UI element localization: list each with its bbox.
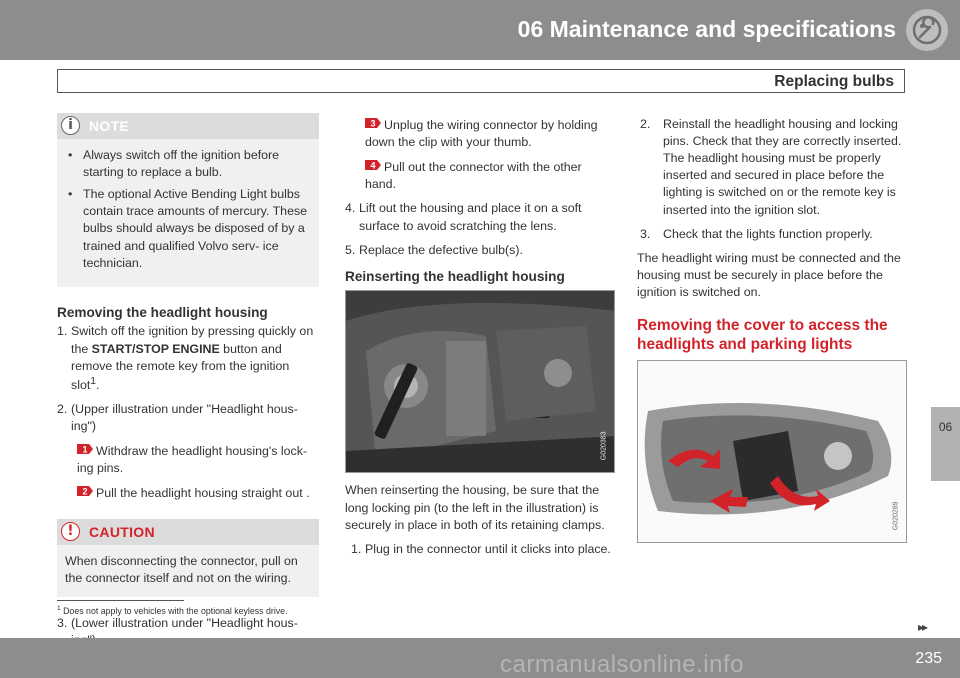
badge-number: 4 bbox=[370, 160, 376, 171]
step-text: Lift out the housing and place it on a soft surface to avoid scratching the lens. bbox=[359, 201, 582, 233]
step-text: button and remove the remote key from the ignition slot bbox=[71, 341, 290, 392]
badge-1-icon bbox=[77, 442, 93, 456]
wrench-icon bbox=[906, 9, 948, 51]
step-number: 2. bbox=[640, 117, 651, 131]
badge-2-icon bbox=[77, 484, 93, 498]
step-text: Replace the defective bulb(s). bbox=[359, 242, 523, 257]
note-bullet: • The optional Active Bending Light bulbs contain trace amounts of mercury. These bulbs should always be disposed of by a trained and qualified Volvo serv- ice technician. bbox=[65, 186, 311, 272]
step-number: 1. bbox=[351, 541, 362, 556]
chapter-side-tab[interactable] bbox=[931, 407, 960, 481]
reinsert-paragraph: When reinserting the housing, be sure that the long locking pin (to the left in the illustration) is securely in place in both of its retaining clamps. bbox=[345, 483, 605, 532]
step-text: (Lower illustration under "Headlight hous- bbox=[71, 615, 298, 630]
note-label: NOTE bbox=[89, 118, 130, 134]
sub-step-text: Pull out the connector with the other hand. bbox=[365, 160, 582, 192]
figure-code: G020289 bbox=[892, 501, 900, 531]
page-footer bbox=[0, 638, 960, 678]
caution-label: CAUTION bbox=[89, 523, 155, 540]
footnote-number: 1 bbox=[57, 605, 61, 613]
reinsert-step-2 bbox=[637, 116, 907, 219]
column-1 bbox=[57, 113, 319, 649]
footnote-text: Does not apply to vehicles with the optional keyless drive. bbox=[63, 606, 288, 616]
headlight-housing-illustration bbox=[345, 290, 615, 473]
removing-step-5 bbox=[345, 242, 615, 259]
step-number: 4. bbox=[345, 201, 356, 216]
sub-step-2 bbox=[57, 484, 319, 502]
watermark: carmanualsonline.info bbox=[500, 651, 744, 678]
next-page-arrows-icon[interactable]: ▸▸ bbox=[918, 620, 927, 634]
step-text: Reinstall the headlight housing and locking pins. Check that they are correctly inserted. The headlight housing must be properly inserted and secured in place before the lighting is switched on or the remote key is inserted into the ignition slot. bbox=[663, 117, 902, 217]
sub-step-3 bbox=[345, 116, 615, 151]
footnote-divider bbox=[57, 600, 184, 601]
step-text: Check that the lights function properly. bbox=[663, 226, 873, 241]
removing-step-4 bbox=[345, 200, 615, 234]
step-number: 2. bbox=[57, 401, 68, 416]
caution-header bbox=[57, 519, 319, 545]
sub-step-1 bbox=[57, 442, 319, 477]
cover-heading: Removing the cover to access the headlights and parking lights bbox=[637, 317, 888, 353]
note-body bbox=[57, 139, 319, 287]
caution-box bbox=[57, 519, 319, 597]
badge-number: 1 bbox=[82, 444, 88, 455]
section-title-bar bbox=[57, 69, 905, 93]
figure-code: G020383 bbox=[600, 431, 608, 461]
step-text: Plug in the connector until it clicks into place. bbox=[365, 541, 611, 556]
section-title: Replacing bulbs bbox=[774, 73, 894, 90]
removing-heading: Removing the headlight housing bbox=[57, 304, 268, 320]
page-number: 235 bbox=[915, 650, 942, 667]
note-header bbox=[57, 113, 319, 139]
footnote bbox=[57, 605, 288, 617]
headlight-cover-drawing bbox=[638, 361, 907, 543]
badge-4-icon bbox=[365, 158, 381, 172]
step-text: Switch off the ignition by pressing quickly on the bbox=[71, 324, 314, 356]
chapter-header bbox=[0, 0, 960, 60]
badge-3-icon bbox=[365, 116, 381, 130]
step-number: 3. bbox=[640, 226, 651, 241]
chapter-side-tab-label: 06 bbox=[938, 420, 953, 434]
step-text: (Upper illustration under "Headlight hous- ing") bbox=[71, 401, 298, 434]
step-text: . bbox=[96, 377, 100, 392]
start-stop-engine-label: START/STOP ENGINE bbox=[91, 341, 220, 356]
warning-icon: ! bbox=[61, 522, 80, 541]
reinsert-heading: Reinserting the headlight housing bbox=[345, 268, 565, 284]
step-number: 3. bbox=[57, 615, 68, 630]
removing-step-2 bbox=[57, 401, 319, 435]
headlight-housing-drawing bbox=[346, 291, 615, 473]
badge-number: 2 bbox=[82, 486, 88, 497]
removing-step-1 bbox=[57, 323, 319, 394]
badge-number: 3 bbox=[370, 118, 376, 129]
reinsert-step-3 bbox=[637, 226, 907, 243]
caution-body: When disconnecting the connector, pull on the connector itself and not on the wiring. bbox=[65, 553, 298, 585]
reinsert-step-1 bbox=[345, 541, 615, 558]
footnote-ref[interactable]: 1 bbox=[90, 375, 97, 387]
step-number: 5. bbox=[345, 242, 356, 257]
sub-step-4 bbox=[345, 158, 615, 193]
note-bullet: • Always switch off the ignition before starting to replace a bulb. bbox=[65, 147, 311, 181]
wiring-paragraph: The headlight wiring must be connected and the housing must be securely in place before the ignition is switched on. bbox=[637, 250, 901, 299]
sub-step-text: Withdraw the headlight housing's lock- ing pins. bbox=[77, 444, 308, 476]
column-3 bbox=[637, 113, 907, 543]
sub-step-text: Unplug the wiring connector by holding down the clip with your thumb. bbox=[365, 118, 598, 150]
chapter-title: 06 Maintenance and specifications bbox=[517, 16, 896, 42]
step-number: 1. bbox=[57, 324, 68, 339]
info-icon: i bbox=[61, 116, 80, 135]
column-2 bbox=[345, 113, 615, 558]
sub-step-text: Pull the headlight housing straight out . bbox=[96, 486, 310, 501]
note-box bbox=[57, 113, 319, 287]
headlight-cover-illustration bbox=[637, 360, 907, 543]
